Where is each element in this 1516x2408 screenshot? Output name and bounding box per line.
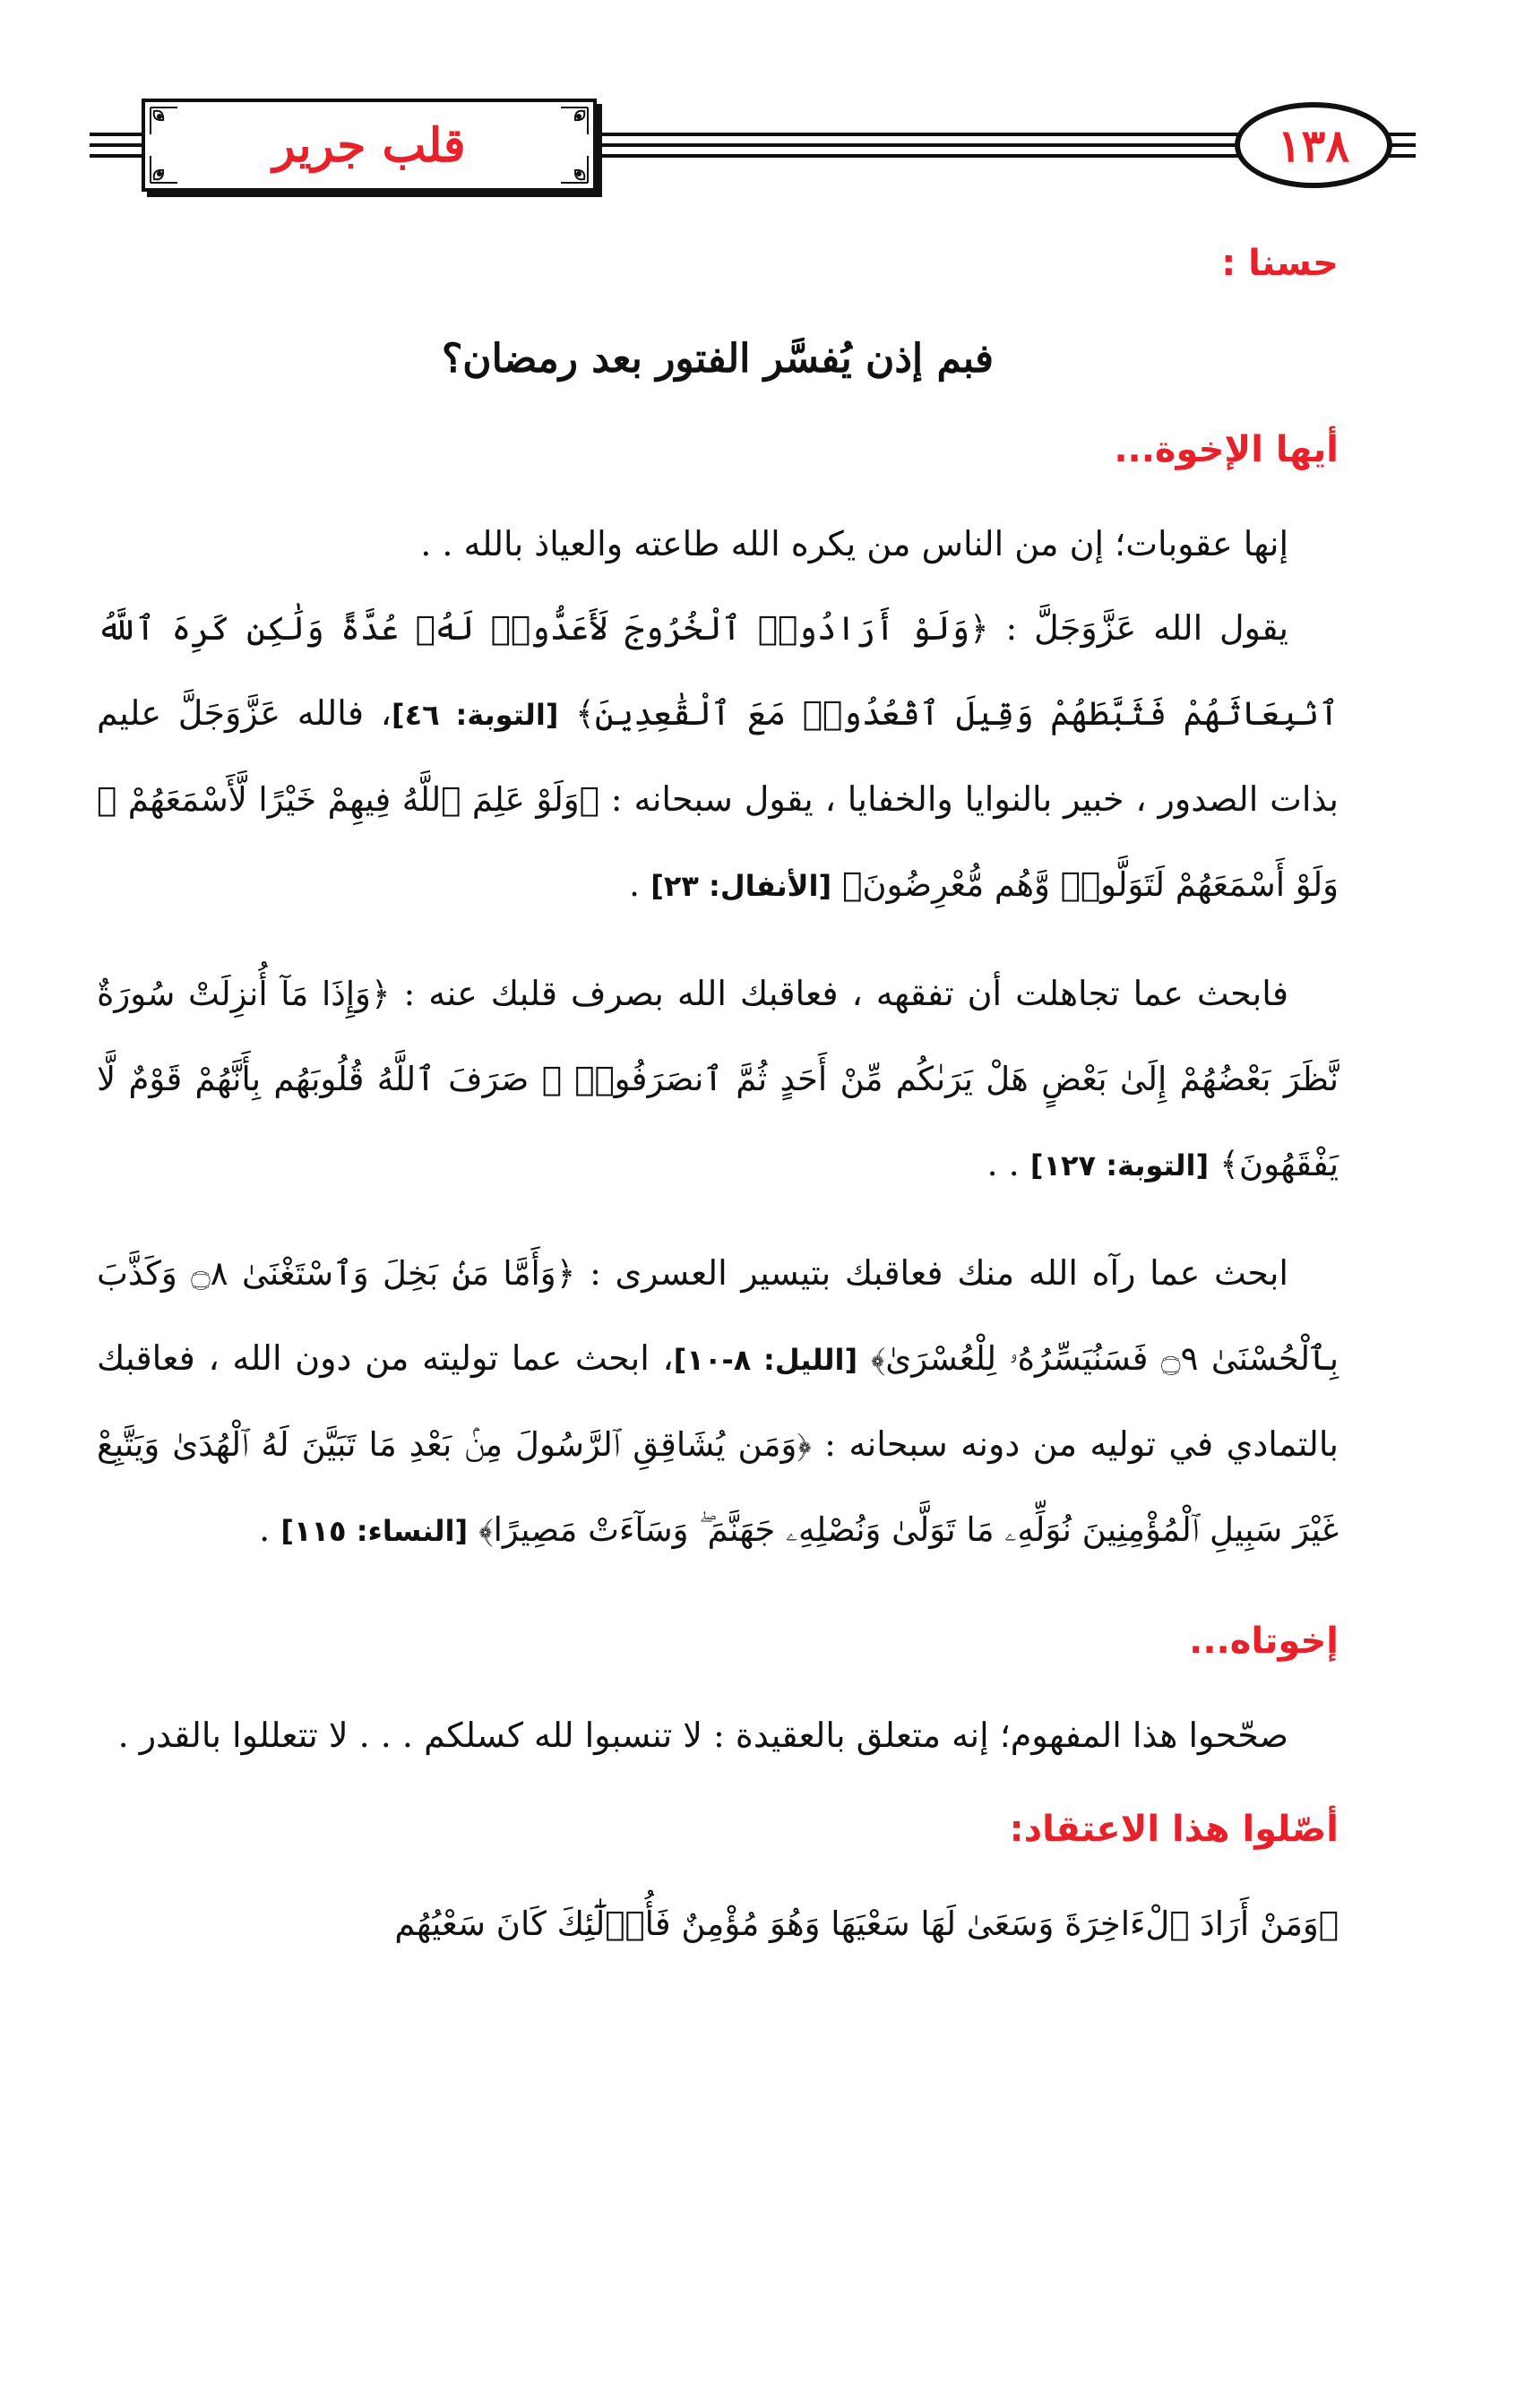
quran-verse: ﴿وَإِذَا مَآ أُنزِلَتْ سُورَةٌ نَّظَرَ بَعْضُهُمْ إِلَىٰ بَعْضٍ هَلْ يَرَىٰكُم مِّنْ أَحَدٍ ثُمَّ ٱنصَرَفُوا۟ ۚ صَرَفَ ٱللَّهُ قُلُوبَهُم بِأَنَّهُمْ قَوْمٌ لَّا يَفْقَهُونَ﴾ <box>97 975 1339 1183</box>
verse-reference: [التوبة: ١٢٧] <box>1029 1148 1210 1182</box>
paragraph-2 <box>97 586 1339 928</box>
page-content <box>97 235 1339 1966</box>
paragraph-5: صحّحوا هذا المفهوم؛ إنه متعلق بالعقيدة : لا تنسبوا لله كسلكم . . . لا تتعللوا بالقدر . <box>117 1716 1288 1755</box>
heading-assilu: أصّلوا هذا الاعتقاد: <box>1009 1809 1339 1850</box>
text-span: . <box>259 1509 271 1549</box>
paragraph-6 <box>97 1881 1339 1966</box>
quran-verse: ﴿وَلَوْ أَرَادُوا۟ ٱلْخُرُوجَ لَأَعَدُّوا۟ لَهُۥ عُدَّةً وَلَٰكِن كَرِهَ ٱللَّهُ ٱنۢبِعَاثَهُمْ فَثَبَّطَهُمْ وَقِيلَ ٱقْعُدُوا۟ مَعَ ٱلْقَٰعِدِينَ﴾ <box>97 609 1339 733</box>
text-span: ابحث عما رآه الله منك فعاقبك بتيسير العسرى : <box>590 1253 1288 1293</box>
verse-reference: [الأنفال: ٢٣] <box>650 869 832 903</box>
page-number-oval <box>1235 102 1392 188</box>
page-header <box>90 99 1416 197</box>
text-span: فابحث عما تجاهلت أن تفقهه ، فعاقبك الله بصرف قلبك عنه : <box>403 974 1288 1013</box>
heading-hasanan: حسنا : <box>1221 243 1339 284</box>
quran-verse: ﴿وَلَوْ عَلِمَ ٱللَّهُ فِيهِمْ خَيْرًا لَّأَسْمَعَهُمْ ۖ وَلَوْ أَسْمَعَهُمْ لَتَوَلَّوا۟ وَّهُم مُّعْرِضُونَ﴾ <box>97 780 1339 904</box>
verse-reference: [التوبة: ٤٦] <box>391 698 559 732</box>
ornament-corner-icon <box>149 106 179 136</box>
text-span: يقول الله عَزَّوَجَلَّ : <box>1005 608 1288 648</box>
quran-verse: ﴿وَأَمَّا مَنۢ بَخِلَ وَٱسْتَغْنَىٰ ۝٨ وَكَذَّبَ بِٱلْحُسْنَىٰ ۝٩ فَسَنُيَسِّرُهُۥ لِلْعُسْرَىٰ﴾ <box>97 1254 1339 1378</box>
paragraph-1: إنها عقوبات؛ إن من الناس من يكره الله طاعته والعياذ بالله . . <box>420 524 1288 563</box>
paragraph-3 <box>97 951 1339 1208</box>
center-question: فبم إذن يُفسَّر الفتور بعد رمضان؟ <box>441 336 995 382</box>
quran-verse: ﴿وَمَن يُشَاقِقِ ٱلرَّسُولَ مِنۢ بَعْدِ مَا تَبَيَّنَ لَهُ ٱلْهُدَىٰ وَيَتَّبِعْ غَيْرَ سَبِيلِ ٱلْمُؤْمِنِينَ نُوَلِّهِۦ مَا تَوَلَّىٰ وَنُصْلِهِۦ جَهَنَّمَ ۖ وَسَآءَتْ مَصِيرًا﴾ <box>97 1425 1339 1549</box>
running-title-box <box>142 99 597 192</box>
running-title: قلب جرير <box>272 117 466 173</box>
ornament-corner-icon <box>559 154 590 185</box>
verse-reference: [الليل: ٨-١٠] <box>673 1343 858 1377</box>
text-span: . <box>629 864 641 904</box>
quran-verse: ﴿وَمَنْ أَرَادَ ٱلْءَاخِرَةَ وَسَعَىٰ لَهَا سَعْيَهَا وَهُوَ مُؤْمِنٌ فَأُو۟لَٰٓئِكَ كَانَ سَعْيُهُم <box>394 1905 1339 1943</box>
ornament-corner-icon <box>559 106 590 136</box>
paragraph-4 <box>97 1231 1339 1573</box>
ornament-corner-icon <box>149 154 179 185</box>
verse-reference: [النساء: ١١٥] <box>280 1514 469 1548</box>
text-span: ، ابحث عما توليته من دون الله ، فعاقبك بالتمادي في توليه من دونه سبحانه : <box>97 1338 1339 1464</box>
text-span: . . <box>986 1144 1020 1183</box>
text-span: ، فالله عَزَّوَجَلَّ عليم بذات الصدور ، خبير بالنوايا والخفايا ، يقول سبحانه : <box>97 693 1339 819</box>
heading-ikhwatah: إخوتاه... <box>1189 1621 1339 1662</box>
heading-ayyuha-al-ikhwa: أيها الإخوة... <box>1114 429 1339 470</box>
page-number: ١٣٨ <box>1277 118 1350 172</box>
